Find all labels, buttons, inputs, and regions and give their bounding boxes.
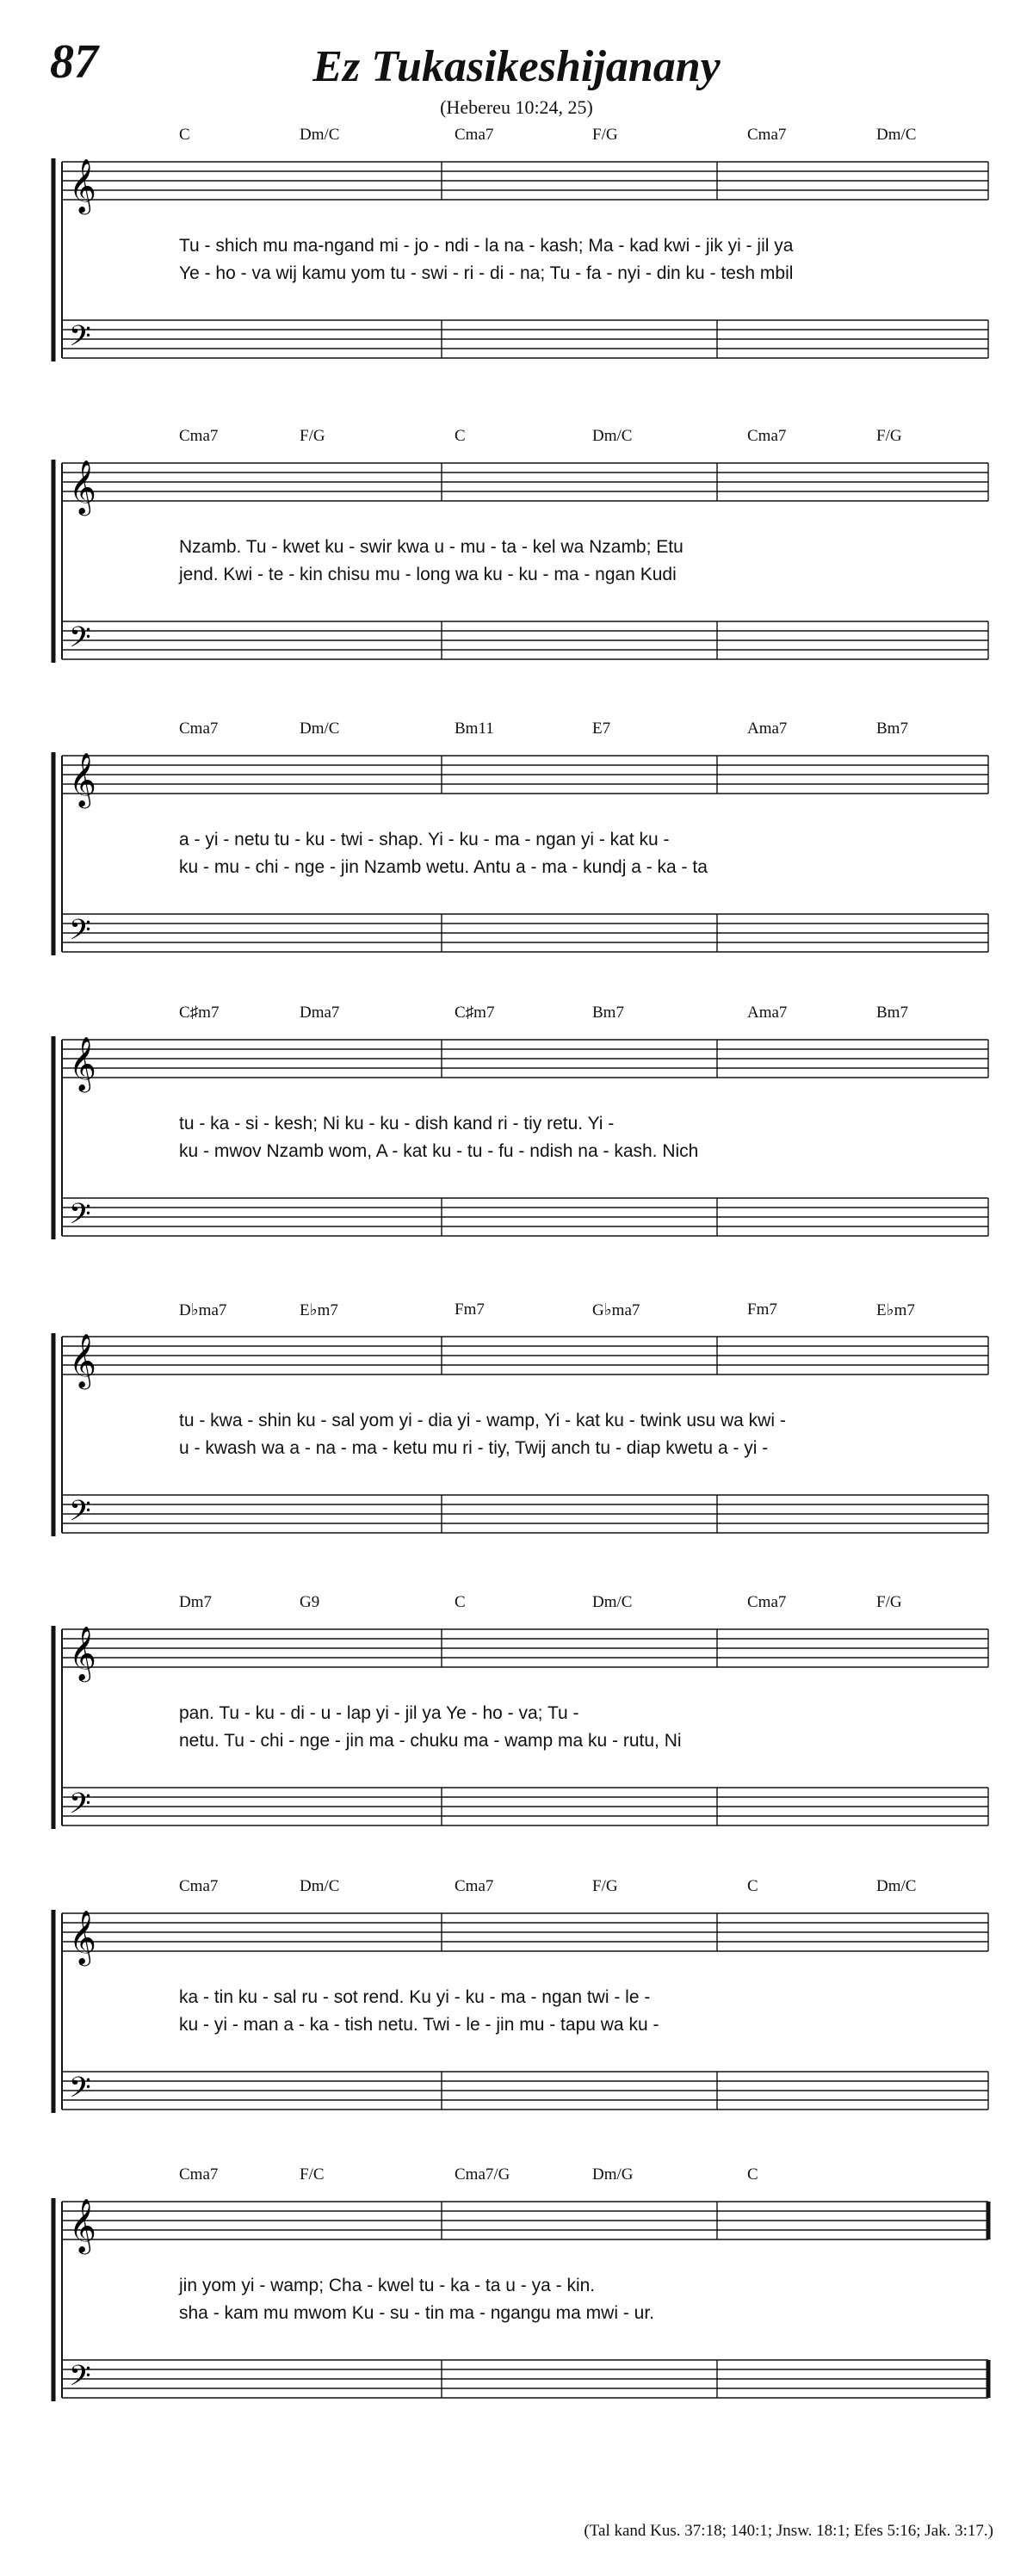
lyric-verse-2: sha - kam mu mwom Ku - su - tin ma - ngangu ma mwi - ur. — [179, 2303, 654, 2323]
chord-symbol: Dm/C — [300, 1877, 340, 1895]
footer-scripture-references: (Tal kand Kus. 37:18; 140:1; Jnsw. 18:1; Efes 5:16; Jak. 3:17.) — [584, 2522, 993, 2540]
chord-symbol: Bm7 — [876, 1004, 908, 1022]
music-system-8 — [50, 2160, 988, 2436]
chord-symbol: F/G — [300, 427, 325, 445]
treble-clef-icon: 𝄞 — [69, 1626, 96, 1680]
music-system-5 — [50, 1295, 988, 1571]
chord-symbol: C♯m7 — [455, 1004, 495, 1022]
chord-symbol: Bm11 — [455, 720, 494, 738]
lyric-verse-1: tu - ka - si - kesh; Ni ku - ku - dish kand ri - tiy retu. Yi - — [179, 1114, 615, 1134]
chord-symbol: Dm7 — [179, 1593, 212, 1611]
lyric-verse-2: netu. Tu - chi - nge - jin ma - chuku ma - wamp ma ku - rutu, Ni — [179, 1731, 682, 1751]
treble-clef-icon: 𝄞 — [69, 1910, 96, 1964]
chord-symbol: C — [747, 1877, 758, 1895]
lyric-verse-2: ku - mwov Nzamb wom, A - kat ku - tu - fu - ndish na - kash. Nich — [179, 1141, 699, 1161]
chord-symbol: G♭ma7 — [592, 1301, 640, 1319]
bass-clef-icon: 𝄢 — [69, 2072, 91, 2111]
chord-symbol: Ama7 — [747, 720, 788, 738]
chord-symbol: Dm/C — [592, 1593, 633, 1611]
music-system-4 — [50, 998, 988, 1274]
hymn-number: 87 — [50, 35, 98, 89]
music-system-3 — [50, 714, 988, 990]
music-system-1 — [50, 120, 988, 396]
bass-clef-icon: 𝄢 — [69, 1788, 91, 1827]
lyric-verse-1: pan. Tu - ku - di - u - lap yi - jil ya Ye - ho - va; Tu - — [179, 1703, 579, 1723]
chord-symbol: C — [455, 427, 466, 445]
chord-symbol: Cma7 — [179, 1877, 219, 1895]
bass-clef-icon: 𝄢 — [69, 2360, 91, 2400]
scripture-reference: (Hebereu 10:24, 25) — [440, 96, 593, 118]
chord-symbol: Cma7 — [179, 2165, 219, 2184]
chord-symbol: Dm/C — [876, 126, 917, 144]
bass-clef-icon: 𝄢 — [69, 621, 91, 661]
treble-clef-icon: 𝄞 — [69, 2198, 96, 2252]
chord-symbol: F/G — [876, 1593, 902, 1611]
chord-symbol: F/G — [592, 1877, 618, 1895]
lyric-verse-1: Nzamb. Tu - kwet ku - swir kwa u - mu - ta - kel wa Nzamb; Etu — [179, 537, 684, 557]
lyric-verse-2: jend. Kwi - te - kin chisu mu - long wa ku - ku - ma - ngan Kudi — [179, 565, 677, 584]
chord-symbol: C♯m7 — [179, 1004, 220, 1022]
chord-symbol: Bm7 — [876, 720, 908, 738]
chord-symbol: Dm/G — [592, 2165, 634, 2184]
chord-symbol: Dm/C — [876, 1877, 917, 1895]
music-system-7 — [50, 1872, 988, 2147]
bass-clef-icon: 𝄢 — [69, 1495, 91, 1535]
chord-symbol: C — [455, 1593, 466, 1611]
chord-symbol: Cma7 — [747, 427, 787, 445]
bass-clef-icon: 𝄢 — [69, 914, 91, 954]
chord-symbol: F/G — [876, 427, 902, 445]
lyric-verse-1: a - yi - netu tu - ku - twi - shap. Yi - ku - ma - ngan yi - kat ku - — [179, 830, 670, 849]
lyric-verse-1: jin yom yi - wamp; Cha - kwel tu - ka - ta u - ya - kin. — [179, 2276, 596, 2295]
lyric-verse-2: Ye - ho - va wij kamu yom tu - swi - ri - di - na; Tu - fa - nyi - din ku - tesh mbil — [179, 263, 794, 283]
treble-clef-icon: 𝄞 — [69, 1333, 96, 1387]
chord-symbol: Bm7 — [592, 1004, 624, 1022]
treble-clef-icon: 𝄞 — [69, 158, 96, 213]
bass-clef-icon: 𝄢 — [69, 320, 91, 360]
chord-symbol: F/G — [592, 126, 618, 144]
chord-symbol: Cma7 — [179, 720, 219, 738]
chord-symbol: Ama7 — [747, 1004, 788, 1022]
lyric-verse-2: u - kwash wa a - na - ma - ketu mu ri - tiy, Twij anch tu - diap kwetu a - yi - — [179, 1438, 769, 1458]
chord-symbol: C — [179, 126, 190, 144]
chord-symbol: Fm7 — [455, 1300, 485, 1319]
lyric-verse-1: Tu - shich mu ma-ngand mi - jo - ndi - la na - kash; Ma - kad kwi - jik yi - jil ya — [179, 236, 794, 256]
chord-symbol: Dm/C — [300, 126, 340, 144]
music-system-2 — [50, 422, 988, 697]
lyric-verse-2: ku - mu - chi - nge - jin Nzamb wetu. Antu a - ma - kundj a - ka - ta — [179, 857, 708, 877]
chord-symbol: E♭m7 — [876, 1301, 915, 1319]
music-system-6 — [50, 1588, 988, 1863]
chord-symbol: G9 — [300, 1593, 320, 1611]
chord-symbol: D♭ma7 — [179, 1301, 227, 1319]
lyric-verse-2: ku - yi - man a - ka - tish netu. Twi - le - jin mu - tapu wa ku - — [179, 2015, 659, 2035]
chord-symbol: E7 — [592, 720, 611, 738]
chord-symbol: Cma7 — [455, 126, 494, 144]
lyric-verse-1: ka - tin ku - sal ru - sot rend. Ku yi - ku - ma - ngan twi - le - — [179, 1987, 651, 2007]
treble-clef-icon: 𝄞 — [69, 1036, 96, 1090]
chord-symbol: Cma7 — [747, 1593, 787, 1611]
chord-symbol: Cma7 — [747, 126, 787, 144]
chord-symbol: Cma7/G — [455, 2165, 510, 2184]
chord-symbol: C — [747, 2165, 758, 2184]
chord-symbol: F/C — [300, 2165, 325, 2184]
bass-clef-icon: 𝄢 — [69, 1198, 91, 1238]
hymn-title: Ez Tukasikeshijanany — [312, 42, 721, 91]
chord-symbol: Cma7 — [455, 1877, 494, 1895]
chord-symbol: Fm7 — [747, 1300, 777, 1319]
chord-symbol: Dm/C — [300, 720, 340, 738]
treble-clef-icon: 𝄞 — [69, 460, 96, 514]
chord-symbol: Dm/C — [592, 427, 633, 445]
chord-symbol: Dma7 — [300, 1004, 340, 1022]
lyric-verse-1: tu - kwa - shin ku - sal yom yi - dia yi - wamp, Yi - kat ku - twink usu wa kwi - — [179, 1411, 786, 1430]
treble-clef-icon: 𝄞 — [69, 752, 96, 806]
chord-symbol: Cma7 — [179, 427, 219, 445]
chord-symbol: E♭m7 — [300, 1301, 338, 1319]
